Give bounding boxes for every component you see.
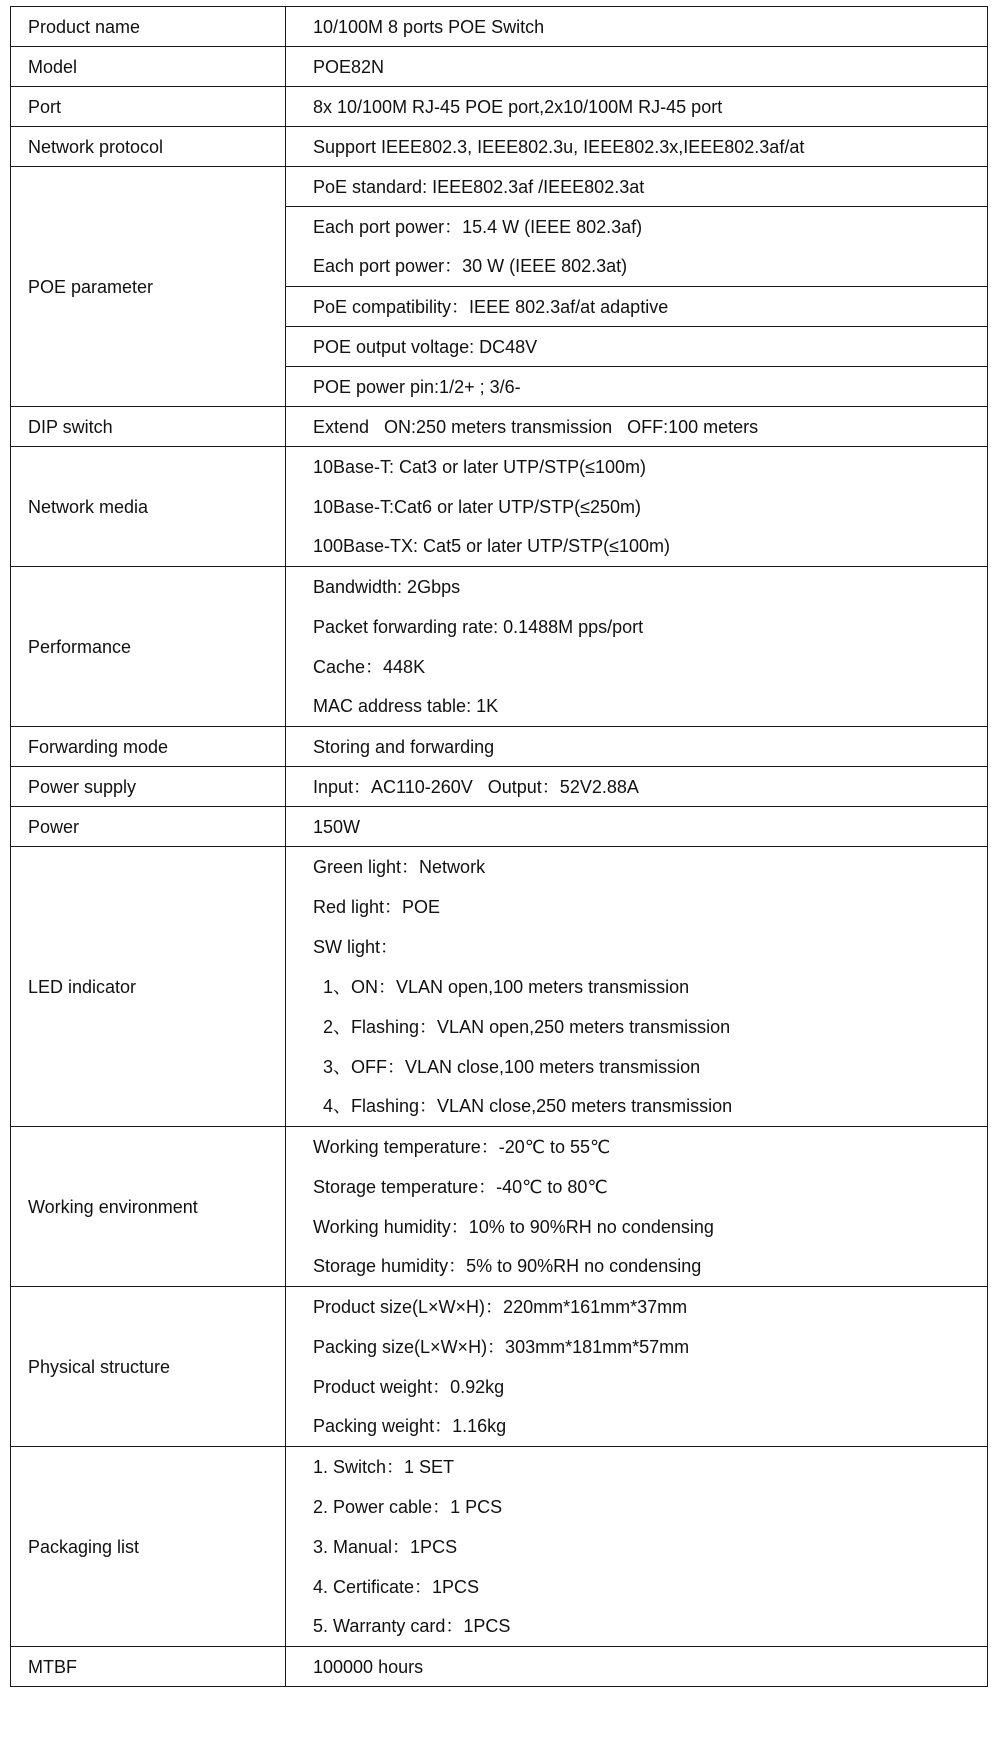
spec-value: Working temperature：-20℃ to 55℃ <box>286 1127 988 1167</box>
spec-table <box>10 6 988 1687</box>
spec-value: Product size(L×W×H)：220mm*161mm*37mm <box>286 1287 988 1327</box>
spec-value: Green light：Network <box>286 847 988 887</box>
spec-label: Physical structure <box>11 1287 286 1447</box>
spec-row <box>11 1127 988 1167</box>
spec-value: 2. Power cable：1 PCS <box>286 1487 988 1527</box>
spec-value: Packet forwarding rate: 0.1488M pps/port <box>286 607 988 647</box>
spec-value: Bandwidth: 2Gbps <box>286 567 988 607</box>
spec-value: 4. Certificate：1PCS <box>286 1567 988 1607</box>
spec-label: MTBF <box>11 1647 286 1687</box>
spec-value: Packing size(L×W×H)：303mm*181mm*57mm <box>286 1327 988 1367</box>
spec-value: Each port power：30 W (IEEE 802.3at) <box>286 247 988 287</box>
spec-value: 3. Manual：1PCS <box>286 1527 988 1567</box>
spec-value: 100Base-TX: Cat5 or later UTP/STP(≤100m) <box>286 527 988 567</box>
spec-row <box>11 127 988 167</box>
spec-label: Model <box>11 47 286 87</box>
spec-value: Storage temperature：-40℃ to 80℃ <box>286 1167 988 1207</box>
spec-value: Support IEEE802.3, IEEE802.3u, IEEE802.3x,IEEE802.3af/at <box>286 127 988 167</box>
spec-label: Port <box>11 87 286 127</box>
spec-value: Working humidity：10% to 90%RH no condensing <box>286 1207 988 1247</box>
spec-value: POE power pin:1/2+ ; 3/6- <box>286 367 988 407</box>
spec-value: 1. Switch：1 SET <box>286 1447 988 1487</box>
spec-label: Network media <box>11 447 286 567</box>
spec-label: DIP switch <box>11 407 286 447</box>
spec-value: Product weight：0.92kg <box>286 1367 988 1407</box>
spec-label: POE parameter <box>11 167 286 407</box>
spec-row <box>11 727 988 767</box>
spec-row <box>11 447 988 487</box>
spec-row <box>11 1447 988 1487</box>
spec-row <box>11 7 988 47</box>
spec-value: SW light： <box>286 927 988 967</box>
spec-value: Extend ON:250 meters transmission OFF:100 meters <box>286 407 988 447</box>
spec-value: Cache：448K <box>286 647 988 687</box>
spec-label: Working environment <box>11 1127 286 1287</box>
spec-row <box>11 407 988 447</box>
spec-value: POE output voltage: DC48V <box>286 327 988 367</box>
spec-row <box>11 847 988 887</box>
spec-value: PoE standard: IEEE802.3af /IEEE802.3at <box>286 167 988 207</box>
spec-value: POE82N <box>286 47 988 87</box>
spec-value: 150W <box>286 807 988 847</box>
spec-value: Input：AC110-260V Output：52V2.88A <box>286 767 988 807</box>
spec-row <box>11 47 988 87</box>
spec-row <box>11 1287 988 1327</box>
spec-value: Red light：POE <box>286 887 988 927</box>
spec-label: Power supply <box>11 767 286 807</box>
spec-value: 10Base-T: Cat3 or later UTP/STP(≤100m) <box>286 447 988 487</box>
spec-row <box>11 1647 988 1687</box>
spec-row <box>11 807 988 847</box>
spec-label: Product name <box>11 7 286 47</box>
spec-value: 8x 10/100M RJ-45 POE port,2x10/100M RJ-45 port <box>286 87 988 127</box>
spec-value: 100000 hours <box>286 1647 988 1687</box>
spec-value: 3、OFF：VLAN close,100 meters transmission <box>286 1047 988 1087</box>
spec-value: PoE compatibility：IEEE 802.3af/at adaptive <box>286 287 988 327</box>
spec-label: Power <box>11 807 286 847</box>
spec-value: 10Base-T:Cat6 or later UTP/STP(≤250m) <box>286 487 988 527</box>
spec-value: MAC address table: 1K <box>286 687 988 727</box>
spec-label: LED indicator <box>11 847 286 1127</box>
spec-row <box>11 567 988 607</box>
spec-value: Each port power：15.4 W (IEEE 802.3af) <box>286 207 988 247</box>
spec-label: Forwarding mode <box>11 727 286 767</box>
spec-label: Packaging list <box>11 1447 286 1647</box>
spec-value: 5. Warranty card：1PCS <box>286 1607 988 1647</box>
spec-label: Network protocol <box>11 127 286 167</box>
spec-value: Storage humidity：5% to 90%RH no condensing <box>286 1247 988 1287</box>
spec-value: Packing weight：1.16kg <box>286 1407 988 1447</box>
spec-row <box>11 87 988 127</box>
spec-value: 1、ON：VLAN open,100 meters transmission <box>286 967 988 1007</box>
spec-table-body <box>11 7 988 1687</box>
spec-value: 10/100M 8 ports POE Switch <box>286 7 988 47</box>
spec-value: 4、Flashing：VLAN close,250 meters transmission <box>286 1087 988 1127</box>
spec-row <box>11 767 988 807</box>
spec-value: Storing and forwarding <box>286 727 988 767</box>
spec-label: Performance <box>11 567 286 727</box>
spec-row <box>11 167 988 207</box>
spec-value: 2、Flashing：VLAN open,250 meters transmission <box>286 1007 988 1047</box>
